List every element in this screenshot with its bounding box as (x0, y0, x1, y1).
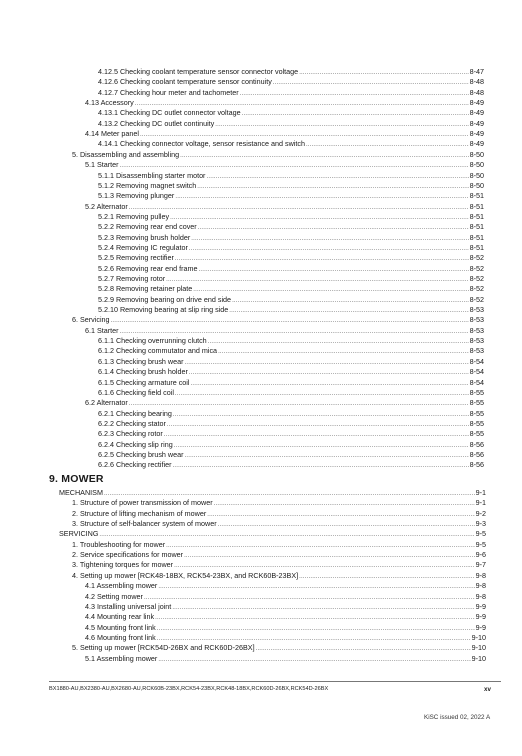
toc-entry[interactable] (85, 326, 484, 336)
toc-entry-title: 5.2.4 Removing IC regulator (98, 242, 188, 252)
toc-entry-page: 8-51 (469, 191, 484, 201)
toc-entry-title: 5. Setting up mower [RCK54D-26BX and RCK60D-26BX] (72, 643, 255, 653)
toc-entry-title: 2. Service specifications for mower (72, 550, 184, 560)
toc-entry-title: 3. Structure of self-balancer system of mower (72, 519, 217, 529)
toc-entry-title: 5.1 Starter (85, 160, 119, 170)
toc-entry-page: 9-9 (475, 612, 486, 622)
toc-entry-page: 8-49 (469, 118, 484, 128)
toc-entry-title: 5.2.9 Removing bearing on drive end side (98, 294, 232, 304)
toc-entry[interactable] (72, 550, 486, 560)
toc-entry-page: 9-1 (475, 488, 486, 497)
toc-entry[interactable] (98, 119, 484, 129)
toc-entry-title: 4.12.7 Checking hour meter and tachometer (98, 87, 239, 97)
toc-entry-page: 8-54 (469, 377, 484, 387)
toc-entry-page: 8-56 (469, 439, 484, 449)
toc-entry[interactable] (98, 378, 484, 388)
toc-entry-page: 8-55 (469, 387, 484, 397)
toc-entry-title: 4.13 Accessory (85, 98, 134, 108)
toc-entry-page: 8-52 (469, 253, 484, 263)
toc-entry-title: 5.2.2 Removing rear end cover (98, 222, 197, 232)
toc-entry-page: 8-47 (469, 67, 484, 76)
toc-entry[interactable] (72, 315, 484, 325)
toc-entry-page: 8-54 (469, 356, 484, 366)
toc-entry[interactable] (98, 450, 484, 460)
toc-entry-page: 8-51 (469, 232, 484, 242)
toc-entry[interactable] (98, 440, 484, 450)
toc-entry[interactable] (98, 284, 484, 294)
toc-entry-page: 9-10 (471, 653, 486, 663)
toc-entry-title: MECHANISM (59, 488, 103, 497)
toc-entry[interactable] (98, 388, 484, 398)
toc-entry-title: 5.2.1 Removing pulley (98, 211, 170, 221)
toc-entry-page: 8-52 (469, 274, 484, 283)
toc-entry-page: 8-54 (469, 367, 484, 377)
toc-entry-title: 4.2 Setting mower (85, 591, 143, 601)
toc-entry[interactable] (98, 233, 484, 243)
toc-entry[interactable] (59, 488, 486, 498)
toc-entry[interactable] (98, 336, 484, 346)
footer-model-list: BX1880-AU,BX2380-AU,BX2680-AU,RCK60B-23BX,RCK54-23BX,RCK48-18BX,RCK60D-26BX,RCK54D-26BX (49, 686, 329, 692)
toc-entry[interactable] (85, 623, 486, 633)
toc-entry-title: 5. Disassembling and assembling (72, 149, 180, 159)
toc-entry[interactable] (72, 509, 486, 519)
toc-entry[interactable] (85, 633, 486, 643)
toc-entry-page: 8-53 (469, 315, 484, 325)
toc-entry[interactable] (98, 77, 484, 87)
toc-entry-page: 8-55 (469, 418, 484, 428)
toc-entry[interactable] (98, 419, 484, 429)
toc-entry-title: 6.2.6 Checking rectifier (98, 460, 172, 470)
toc-entry[interactable] (85, 129, 484, 139)
toc-entry[interactable] (98, 367, 484, 377)
toc-entry-page: 8-49 (469, 98, 484, 108)
toc-entry-title: 6.1.4 Checking brush holder (98, 367, 188, 377)
toc-entry[interactable] (98, 409, 484, 419)
toc-entry-title: 5.2.6 Removing rear end frame (98, 263, 198, 273)
toc-entry[interactable] (98, 264, 484, 274)
toc-entry-title: 5.1.3 Removing plunger (98, 191, 175, 201)
toc-entry[interactable] (98, 222, 484, 232)
toc-entry[interactable] (85, 98, 484, 108)
toc-entry-page: 8-48 (469, 77, 484, 87)
section-heading: 9. MOWER (49, 473, 104, 485)
toc-entry[interactable] (98, 460, 484, 470)
toc-entry-title: 3. Tightening torques for mower (72, 560, 174, 570)
toc-entry-title: 5.2.10 Removing bearing at slip ring side (98, 305, 229, 315)
issue-note: KiSC issued 02, 2022 A (424, 714, 491, 721)
toc-entry-title: 5.2.7 Removing rotor (98, 274, 166, 283)
toc-entry-page: 9-6 (475, 550, 486, 560)
footer-divider (49, 681, 501, 682)
toc-entry[interactable] (98, 212, 484, 222)
toc-entry-page: 8-49 (469, 129, 484, 139)
toc-entry-title: 5.2 Alternator (85, 201, 128, 211)
toc-entry-title: 6.1.1 Checking overrunning clutch (98, 336, 207, 346)
dot-leader (158, 655, 470, 665)
toc-entry-title: 6.2.4 Checking slip ring (98, 439, 173, 449)
toc-entry-title: 6.1.5 Checking armature coil (98, 377, 190, 387)
toc-entry-page: 8-49 (469, 139, 484, 149)
toc-entry[interactable] (98, 191, 484, 201)
toc-entry-page: 8-51 (469, 201, 484, 211)
toc-entry-page: 8-51 (469, 211, 484, 221)
toc-entry-title: 1. Structure of power transmission of mower (72, 498, 213, 508)
toc-entry-title: 6.1.6 Checking field coil (98, 387, 174, 397)
footer-page-number: xv (484, 686, 491, 693)
toc-entry-page: 9-8 (475, 581, 486, 591)
toc-entry-page: 8-50 (469, 160, 484, 170)
toc-entry[interactable] (98, 243, 484, 253)
toc-entry-page: 9-9 (475, 601, 486, 611)
toc-entry[interactable] (98, 295, 484, 305)
toc-entry-title: 6.2.2 Checking stator (98, 418, 166, 428)
toc-entry[interactable] (85, 602, 486, 612)
toc-entry-title: 5.1.2 Removing magnet switch (98, 180, 197, 190)
toc-entry-page: 9-10 (471, 632, 486, 642)
toc-entry-page: 8-53 (469, 305, 484, 315)
toc-entry-title: 4.5 Mounting front link (85, 622, 156, 632)
toc-entry-title: 4.14 Meter panel (85, 129, 139, 139)
toc-entry[interactable] (72, 519, 486, 529)
toc-entry-page: 8-51 (469, 242, 484, 252)
toc-entry-title: 4.12.5 Checking coolant temperature sensor connector voltage (98, 67, 299, 76)
toc-entry-title: 5.1 Assembling mower (85, 653, 158, 663)
toc-entry[interactable] (85, 654, 486, 664)
toc-entry-page: 8-50 (469, 170, 484, 180)
toc-entry-title: 4.13.1 Checking DC outlet connector voltage (98, 108, 241, 118)
toc-entry[interactable] (98, 88, 484, 98)
toc-entry-title: 6.2.1 Checking bearing (98, 408, 172, 418)
toc-entry-title: 5.2.8 Removing retainer plate (98, 284, 193, 294)
toc-entry[interactable] (98, 346, 484, 356)
toc-entry[interactable] (85, 160, 484, 170)
toc-entry[interactable] (85, 398, 484, 408)
toc-entry-title: 6.1 Starter (85, 325, 119, 335)
toc-entry-page: 8-53 (469, 336, 484, 346)
toc-entry-page: 8-53 (469, 346, 484, 356)
toc-entry-page: 8-55 (469, 398, 484, 408)
toc-entry[interactable] (98, 274, 484, 284)
toc-entry-page: 8-55 (469, 408, 484, 418)
toc-entry-page: 9-5 (475, 529, 486, 539)
toc-entry[interactable] (98, 181, 484, 191)
toc-entry-page: 8-55 (469, 429, 484, 439)
toc-entry-page: 9-2 (475, 508, 486, 518)
toc-entry-title: 6. Servicing (72, 315, 110, 325)
toc-entry[interactable] (98, 139, 484, 149)
toc-entry[interactable] (85, 581, 486, 591)
toc-entry[interactable] (98, 108, 484, 118)
toc-entry[interactable] (98, 305, 484, 315)
toc-entry-title: 4.3 Installing universal joint (85, 601, 172, 611)
toc-entry-title: 4.13.2 Checking DC outlet continuity (98, 118, 215, 128)
toc-entry-title: 5.1.1 Disassembling starter motor (98, 170, 206, 180)
toc-entry-page: 9-10 (471, 643, 486, 653)
toc-entry-title: 6.2.3 Checking rotor (98, 429, 163, 439)
toc-entry-page: 9-5 (475, 539, 486, 549)
toc-entry-page: 8-53 (469, 325, 484, 335)
toc-entry-title: 6.2.5 Checking brush wear (98, 449, 184, 459)
toc-entry-title: 5.2.5 Removing rectifier (98, 253, 174, 263)
toc-entry-page: 9-9 (475, 622, 486, 632)
dot-leader (173, 461, 469, 471)
toc-entry-title: 4.1 Assembling mower (85, 581, 158, 591)
toc-entry-title: 6.1.2 Checking commutator and mica (98, 346, 218, 356)
toc-entry[interactable] (72, 150, 484, 160)
toc-entry-title: 4.4 Mounting rear link (85, 612, 155, 622)
toc-entry-page: 8-52 (469, 284, 484, 294)
toc-entry-title: 4.12.6 Checking coolant temperature sensor continuity (98, 77, 272, 87)
toc-entry-title: 5.2.3 Removing brush holder (98, 232, 191, 242)
toc-entry[interactable] (98, 67, 484, 77)
toc-entry-page: 8-56 (469, 449, 484, 459)
toc-entry-page: 9-8 (475, 591, 486, 601)
toc-entry-page: 8-48 (469, 87, 484, 97)
toc-entry-title: 2. Structure of lifting mechanism of mower (72, 508, 207, 518)
toc-entry-title: 6.1.3 Checking brush wear (98, 356, 184, 366)
toc-entry-title: 4. Setting up mower [RCK48-18BX, RCK54-23BX, and RCK60B-23BX] (72, 570, 299, 580)
toc-entry-title: 6.2 Alternator (85, 398, 128, 408)
toc-entry[interactable] (85, 612, 486, 622)
toc-entry[interactable] (98, 171, 484, 181)
toc-entry-page: 8-52 (469, 263, 484, 273)
toc-entry-title: 4.6 Mounting front link (85, 632, 156, 642)
toc-entry[interactable] (72, 498, 486, 508)
toc-entry-page: 8-56 (469, 460, 484, 470)
toc-entry-title: SERVICING (59, 529, 99, 539)
toc-entry[interactable] (85, 592, 486, 602)
toc-entry-page: 8-50 (469, 180, 484, 190)
toc-entry[interactable] (98, 429, 484, 439)
toc-entry-page: 9-3 (475, 519, 486, 529)
toc-entry[interactable] (72, 560, 486, 570)
toc-entry[interactable] (59, 529, 486, 539)
toc-entry[interactable] (72, 643, 486, 653)
toc-entry[interactable] (72, 571, 486, 581)
toc-entry-page: 8-50 (469, 149, 484, 159)
toc-entry[interactable] (85, 202, 484, 212)
toc-entry[interactable] (72, 540, 486, 550)
toc-entry-page: 8-49 (469, 108, 484, 118)
toc-entry[interactable] (98, 357, 484, 367)
toc-entry-page: 9-1 (475, 498, 486, 508)
toc-entry[interactable] (98, 253, 484, 263)
toc-entry-title: 1. Troubleshooting for mower (72, 539, 166, 549)
toc-entry-title: 4.14.1 Checking connector voltage, sensor resistance and switch (98, 139, 305, 149)
toc-entry-page: 8-52 (469, 294, 484, 304)
toc-entry-page: 9-8 (475, 570, 486, 580)
toc-entry-page: 8-51 (469, 222, 484, 232)
toc-entry-page: 9-7 (475, 560, 486, 570)
